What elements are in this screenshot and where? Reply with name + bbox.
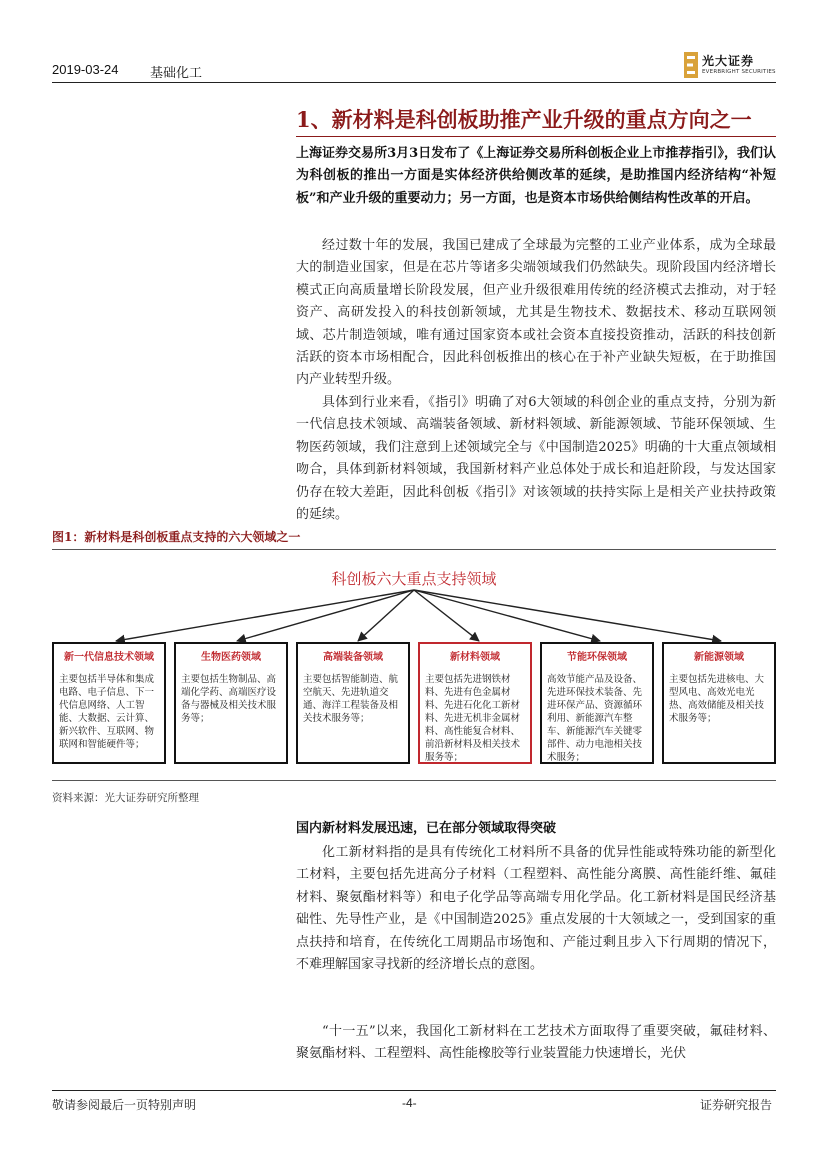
- figure-caption: 图1：新材料是科创板重点支持的六大领域之一: [52, 530, 301, 544]
- diagram-title: 科创板六大重点支持领域: [331, 570, 497, 588]
- footer-divider: [52, 1090, 776, 1091]
- logo-mark-icon: [684, 52, 698, 78]
- sector-box-title: 新材料领域: [450, 652, 500, 663]
- footer-report-type: 证券研究报告: [700, 1098, 773, 1112]
- sector-box-body: 主要包括先进核电、大型风电、高效光电光热、高效储能及相关技术服务等；: [669, 674, 765, 724]
- subsection-heading: 国内新材料发展迅速，已在部分领域取得突破: [296, 821, 557, 836]
- everbright-logo: [684, 52, 776, 80]
- body-paragraph-3: 化工新材料指的是具有传统化工材料所不具备的优异性能或特殊功能的新型化工材料，主要包括先进高分子材料（工程塑料、高性能分离膜、高性能纤维、氟硅材料、聚氨酯材料等）和电子化学品等高端专用化学品。化工新材料是国民经济基础性、先导性产业，是《中国制造2025》重点发展的十大领域之一，受到国家的重点扶持和培育，在传统化工周期品市场饱和、产能过剩且步入下行周期的情况下，不难理解国家寻找新的经济增长点的意图。: [296, 845, 776, 973]
- sector-box-body: 高效节能产品及设备、先进环保技术装备、先进环保产品、资源循环利用、新能源汽车整车、新能源汽车关键零部件、动力电池相关技术服务；: [547, 674, 643, 763]
- section-title: 1、新材料是科创板助推产业升级的重点方向之一: [296, 107, 752, 132]
- logo-text-en: EVERBRIGHT SECURITIES: [702, 69, 776, 75]
- sector-box-body: 主要包括生物制品、高端化学药、高端医疗设备与器械及相关技术服务等；: [181, 674, 277, 724]
- report-sector: 基础化工: [150, 65, 203, 80]
- sector-box-title: 节能环保领域: [567, 652, 627, 663]
- sector-box-new-materials: [418, 642, 532, 764]
- sector-box-title: 新一代信息技术领域: [64, 652, 154, 663]
- connector-arrow-5: [414, 590, 600, 641]
- logo-text-cn: 光大证券: [702, 54, 755, 68]
- connector-arrow-6: [414, 590, 721, 641]
- body-paragraph-2: 具体到行业来看，《指引》明确了对6大领域的科创企业的重点支持，分别为新一代信息技术领域、高端装备领域、新材料领域、新能源领域、节能环保领域、生物医药领域，我们注意到上述领域完全与《中国制造2025》明确的十大重点领域相吻合，具体到新材料领域，我国新材料产业总体处于成长和追赶阶段，与发达国家仍存在较大差距，因此科创板《指引》对该领域的扶持实际上是相关产业扶持政策的延续。: [296, 395, 776, 523]
- body-paragraph-1: 经过数十年的发展，我国已建成了全球最为完整的工业产业体系，成为全球最大的制造业国家，但是在芯片等诸多尖端领域我们仍然缺失。现阶段国内经济增长模式正向高质量增长阶段发展，但产业升级很难用传统的经济模式去推动，对于轻资产、高研发投入的科技创新领域，尤其是生物技术、数据技术、移动互联网领域、芯片制造领域，唯有通过国家资本或社会资本直接投资推动，活跃的科技创新活跃的资本市场相配合，因此科创板推出的核心在于补产业缺失短板，在于助推国内产业转型升级。: [296, 238, 776, 388]
- sector-box-biomedicine: [174, 642, 288, 764]
- section-title-underline: [296, 136, 776, 137]
- sector-diagram: [52, 556, 776, 778]
- sector-box-new-energy: [662, 642, 776, 764]
- footer-disclaimer: 敬请参阅最后一页特别声明: [52, 1098, 197, 1112]
- report-date: 2019-03-24: [52, 62, 119, 77]
- sector-box-body: 主要包括先进钢铁材料、先进有色金属材料、先进石化化工新材料、先进无机非金属材料、高性能复合材料、前沿新材料及相关技术服务等；: [425, 674, 521, 763]
- sector-box-high-end-equipment: [296, 642, 410, 764]
- connector-arrow-4: [414, 590, 479, 641]
- sector-box-title: 新能源领域: [694, 652, 744, 663]
- sector-box-energy-saving: [540, 642, 654, 764]
- figure-source: 资料来源：光大证券研究所整理: [52, 792, 199, 804]
- sector-box-title: 生物医药领域: [201, 652, 261, 663]
- body-paragraph-4: “十一五”以来，我国化工新材料在工艺技术方面取得了重要突破，氟硅材料、聚氨酯材料、工程塑料、高性能橡胶等行业装置能力快速增长，光伏: [296, 1024, 776, 1062]
- figure-bottom-rule: [52, 780, 776, 781]
- sector-box-body: 主要包括智能制造、航空航天、先进轨道交通、海洋工程装备及相关技术服务等；: [303, 674, 399, 724]
- header-divider: [52, 82, 776, 83]
- sector-box-info-tech: [52, 642, 166, 764]
- sector-box-body: 主要包括半导体和集成电路、电子信息、下一代信息网络、人工智能、大数据、云计算、新兴软件、互联网、物联网和智能硬件等；: [59, 674, 155, 750]
- page-number: -4-: [402, 1096, 417, 1110]
- lead-paragraph: 上海证券交易所3月3日发布了《上海证券交易所科创板企业上市推荐指引》，我们认为科创板的推出一方面是实体经济供给侧改革的延续，是助推国内经济结构“补短板”和产业升级的重要动力；另一方面，也是资本市场供给侧结构性改革的开启。: [296, 146, 776, 206]
- sector-box-title: 高端装备领域: [323, 652, 383, 663]
- figure-top-rule: [52, 549, 776, 550]
